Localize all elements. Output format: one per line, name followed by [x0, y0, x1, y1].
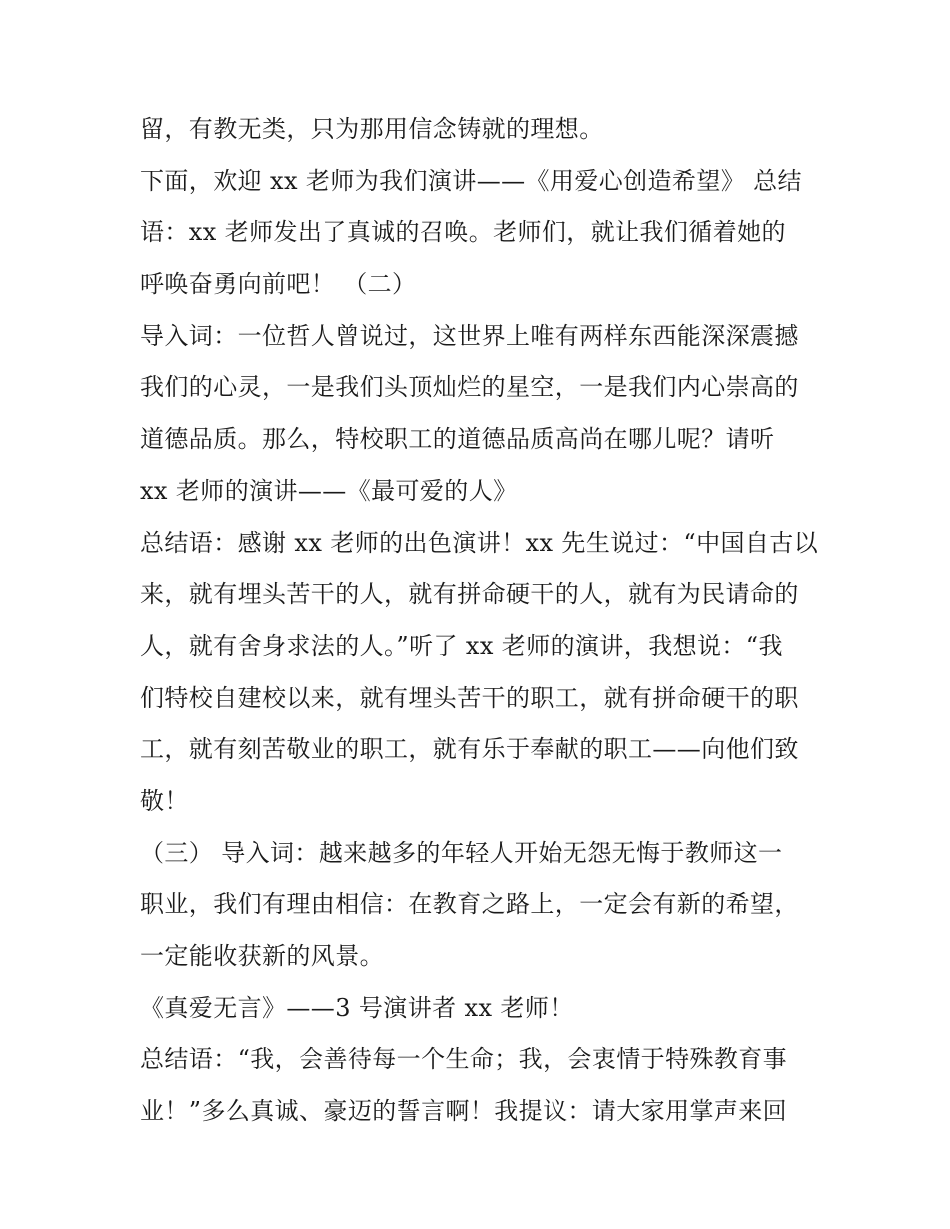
text-line: 下面，欢迎 xx 老师为我们演讲——《用爱心创造希望》 总结 — [140, 166, 802, 195]
text-line: 道德品质。那么，特校职工的道德品质高尚在哪儿呢？请听 — [140, 425, 775, 454]
text-line: 业！”多么真诚、豪迈的誓言啊！我提议：请大家用掌声来回 — [140, 1097, 788, 1126]
text-line: 总结语：感谢 xx 老师的出色演讲！xx 先生说过：“中国自古以 — [140, 528, 819, 557]
text-line: 语：xx 老师发出了真诚的召唤。老师们，就让我们循着她的 — [140, 218, 786, 247]
text-line: 呼唤奋勇向前吧！ （二） — [140, 270, 417, 299]
text-line: （三） 导入词：越来越多的年轻人开始无怨无悔于教师这一 — [140, 838, 783, 867]
text-line: 《真爱无言》——3 号演讲者 xx 老师！ — [140, 993, 574, 1022]
document-page — [140, 104, 820, 1138]
text-line: 们特校自建校以来，就有埋头苦干的职工，就有拼命硬干的职 — [140, 683, 799, 712]
text-line: 我们的心灵，一是我们头顶灿烂的星空，一是我们内心崇高的 — [140, 373, 799, 402]
text-line: 来，就有埋头苦干的人，就有拼命硬干的人，就有为民请命的 — [140, 580, 799, 609]
text-line: xx 老师的演讲——《最可爱的人》 — [140, 476, 518, 505]
text-line: 工，就有刻苦敬业的职工，就有乐于奉献的职工——向他们致 — [140, 735, 799, 764]
text-line: 留，有教无类，只为那用信念铸就的理想。 — [140, 115, 604, 143]
text-line: 总结语：“我，会善待每一个生命；我，会衷情于特殊教育事 — [140, 1045, 788, 1074]
text-line: 敬！ — [140, 786, 189, 815]
text-line: 职业，我们有理由相信：在教育之路上，一定会有新的希望， — [140, 890, 799, 919]
text-line: 导入词：一位哲人曾说过，这世界上唯有两样东西能深深震撼 — [140, 321, 799, 350]
text-line: 一定能收获新的风景。 — [140, 942, 384, 970]
text-line: 人，就有舍身求法的人。”听了 xx 老师的演讲，我想说：“我 — [140, 631, 783, 660]
